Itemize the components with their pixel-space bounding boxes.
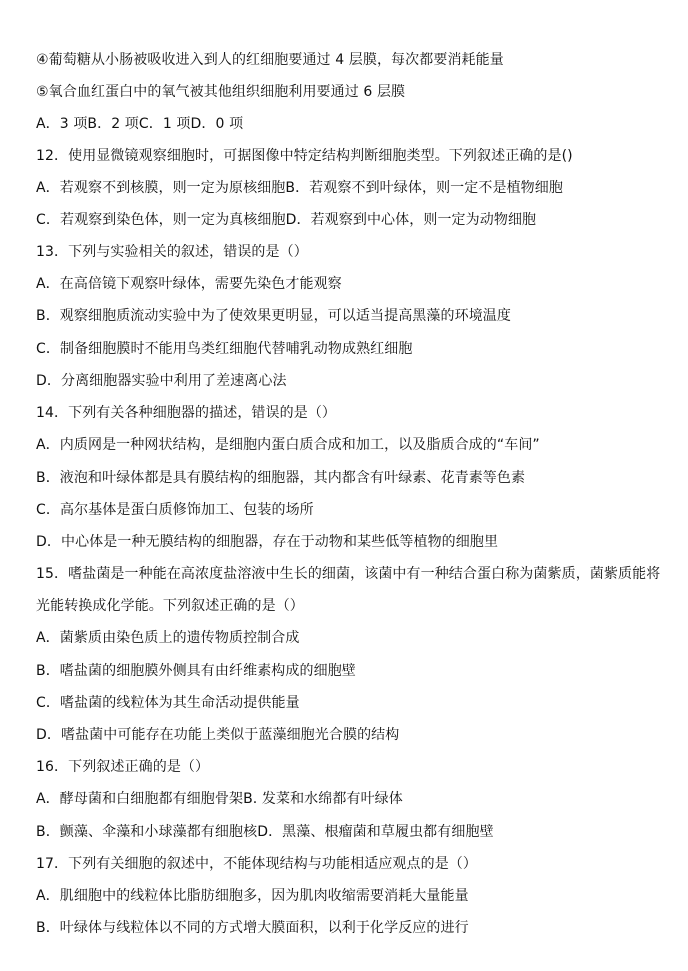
text-line-q17-option-b: B．叶绿体与线粒体以不同的方式增大膜面积，以利于化学反应的进行: [36, 920, 469, 936]
text-line-q13-option-a: A．在高倍镜下观察叶绿体，需要先染色才能观察: [36, 276, 342, 292]
text-line-q13-option-d: D．分离细胞器实验中利用了差速离心法: [36, 373, 287, 389]
text-line-q16-stem: 16．下列叙述正确的是（）: [36, 759, 210, 775]
text-line-q15-option-a: A．菌紫质由染色质上的遗传物质控制合成: [36, 630, 300, 646]
text-line-statement-4: ④葡萄糖从小肠被吸收进入到人的红细胞要通过 4 层膜，每次都要消耗能量: [36, 52, 504, 68]
text-line-q14-stem: 14．下列有关各种细胞器的描述，错误的是（）: [36, 405, 337, 421]
text-line-q16-options-ab: A．酵母菌和白细胞都有细胞骨架B. 发菜和水绵都有叶绿体: [36, 791, 403, 807]
text-line-q15-stem-2: 光能转换成化学能。下列叙述正确的是（）: [36, 598, 304, 614]
text-line-q14-option-a: A．内质网是一种网状结构，是细胞内蛋白质合成和加工，以及脂质合成的“车间”: [36, 437, 540, 453]
text-line-q11-options: A．3 项B．2 项C．1 项D．0 项: [36, 116, 244, 132]
text-line-q13-option-c: C．制备细胞膜时不能用鸟类红细胞代替哺乳动物成熟红细胞: [36, 341, 413, 357]
text-line-q14-option-d: D．中心体是一种无膜结构的细胞器，存在于动物和某些低等植物的细胞里: [36, 534, 499, 550]
text-line-q17-stem: 17．下列有关细胞的叙述中，不能体现结构与功能相适应观点的是（）: [36, 856, 478, 872]
text-line-q14-option-c: C．高尔基体是蛋白质修饰加工、包装的场所: [36, 502, 314, 518]
text-line-q12-stem: 12．使用显微镜观察细胞时，可据图像中特定结构判断细胞类型。下列叙述正确的是(): [36, 148, 573, 164]
text-line-q12-options-cd: C．若观察到染色体，则一定为真核细胞D．若观察到中心体，则一定为动物细胞: [36, 212, 537, 228]
text-line-q15-option-b: B．嗜盐菌的细胞膜外侧具有由纤维素构成的细胞壁: [36, 663, 356, 679]
text-line-statement-5: ⑤氧合血红蛋白中的氧气被其他组织细胞利用要通过 6 层膜: [36, 84, 406, 100]
text-line-q14-option-b: B．液泡和叶绿体都是具有膜结构的细胞器，其内都含有叶绿素、花青素等色素: [36, 470, 526, 486]
text-line-q15-stem-1: 15．嗜盐菌是一种能在高浓度盐溶液中生长的细菌，该菌中有一种结合蛋白称为菌紫质，菌紫质能将: [36, 566, 661, 582]
text-line-q15-option-d: D．嗜盐菌中可能存在功能上类似于蓝藻细胞光合膜的结构: [36, 727, 400, 743]
text-line-q12-options-ab: A．若观察不到核膜，则一定为原核细胞B．若观察不到叶绿体，则一定不是植物细胞: [36, 180, 563, 196]
text-line-q17-option-a: A．肌细胞中的线粒体比脂肪细胞多，因为肌肉收缩需要消耗大量能量: [36, 888, 469, 904]
text-line-q13-stem: 13．下列与实验相关的叙述，错误的是（）: [36, 244, 308, 260]
text-line-q13-option-b: B．观察细胞质流动实验中为了使效果更明显，可以适当提高黑藻的环境温度: [36, 308, 512, 324]
text-line-q16-options-cd: B．颤藻、伞藻和小球藻都有细胞核D．黑藻、根瘤菌和草履虫都有细胞壁: [36, 824, 494, 840]
text-line-q15-option-c: C．嗜盐菌的线粒体为其生命活动提供能量: [36, 695, 300, 711]
